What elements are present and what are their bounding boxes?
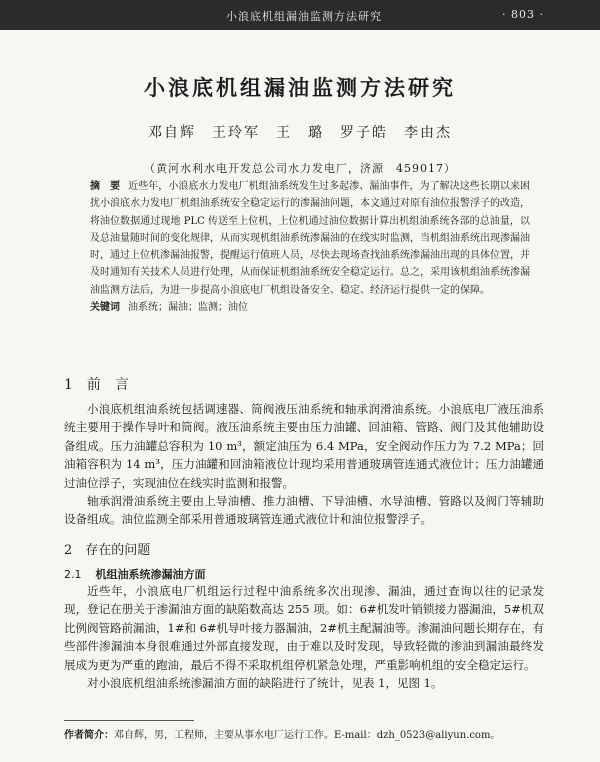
page-number: · 803 · — [502, 8, 544, 21]
footnote-label: 作者简介： — [64, 730, 114, 741]
author-footnote — [64, 726, 544, 741]
paper-title: 小浪底机组漏油监测方法研究 — [144, 76, 456, 100]
keywords-line — [90, 299, 530, 316]
abstract-text: 近些年，小浪底水力发电厂机组油系统发生过多起渗、漏油事件，为了解决这些长期以来困扰小浪底水力发电厂机组油系统安全稳定运行的渗漏油问题，本文通过对原有油位报警浮子的改造，将油位数据通过现地 PLC 传送至上位机，上位机通过油位数据计算出机组油系统各部的总油量，以及总油量随时间的变化规律，从而实现机组油系统渗漏油的在线实时监测，当机组油系统出现渗漏油时，通过上位机渗漏油报警，提醒运行值班人员，尽快去现场查找油系统渗漏油出现的具体位置，并及时通知有关技术人员进行处理，从而保证机组油系统安全稳定运行。总之，采用该机组油系统渗漏油监测方法后，为进一步提高小浪底电厂机组设备安全、稳定、经济运行提供一定的保障。 — [90, 181, 531, 296]
keywords-text: 油系统；漏油；监测；油位 — [128, 302, 248, 314]
body-paragraph: 对小浪底机组油系统渗漏油方面的缺陷进行了统计，见表 1，见图 1。 — [87, 676, 443, 691]
body-paragraph: 近些年，小浪底电厂机组运行过程中油系统多次出现渗、漏油，通过查询以往的记录发现，登记在册关于渗漏油方面的缺陷数高达 255 项。如：6#机发叶销锁接力器漏油，5#机双比例阀管路前漏油，1#和 6#机导叶接力器漏油，2#机主配漏油等。渗漏油问题长期存在，有些部件渗漏油本身很难通过外部直接发现，由于难以及时发现，导致轻微的渗油到漏油最终发展成为更为严重的跑油，最后不得不采取机组停机紧急处理，严重影响机组的安全稳定运行。 — [64, 584, 545, 672]
author-list: 邓自辉 王玲军 王 璐 罗子皓 李由杰 — [148, 125, 452, 141]
subsection-number: 2.1 — [64, 568, 82, 581]
running-header — [0, 0, 600, 30]
subsection-heading — [64, 566, 206, 582]
subsection-title: 机组油系统渗漏油方面 — [95, 568, 206, 581]
author-affiliation: （黄河水利水电开发总公司水力发电厂，济源 459017） — [144, 162, 456, 175]
section-heading-problems: 2 存在的问题 — [64, 543, 151, 558]
footnote-text: 邓自辉，男，工程师，主要从事水电厂运行工作。E-mail：dzh_0523@aliyun.com。 — [114, 730, 501, 741]
abstract-paragraph — [90, 178, 530, 299]
body-paragraph: 轴承润滑油系统主要由上导油槽、推力油槽、下导油槽、水导油槽、管路以及阀门等辅助设备组成。油位监测全部采用普通玻璃管连通式液位计和油位报警浮子。 — [64, 494, 544, 527]
abstract-block — [90, 178, 530, 316]
running-title: 小浪底机组漏油监测方法研究 — [226, 10, 382, 23]
problems-body — [64, 582, 544, 692]
body-paragraph: 小浪底机组油系统包括调速器、筒阀液压油系统和轴承润滑油系统。小浪底电厂液压油系统主要用于操作导叶和筒阀。液压油系统主要由压力油罐、回油箱、管路、阀门及其他辅助设备组成。压力油罐总容积为 10 m³，额定油压为 6.4 MPa，安全阀动作压力为 7.2 MPa；回油箱容积为 14 m³，压力油罐和回油箱液位计现均采用普通玻璃管连通式液位计；压力油罐通过油位浮子，实现油位在线实时监测和报警。 — [64, 402, 544, 490]
footnote-divider — [64, 720, 194, 721]
abstract-label: 摘 要 — [90, 181, 121, 192]
introduction-body — [64, 400, 544, 529]
keywords-label: 关键词 — [90, 302, 120, 314]
section-heading-introduction: 1 前 言 — [64, 377, 129, 393]
